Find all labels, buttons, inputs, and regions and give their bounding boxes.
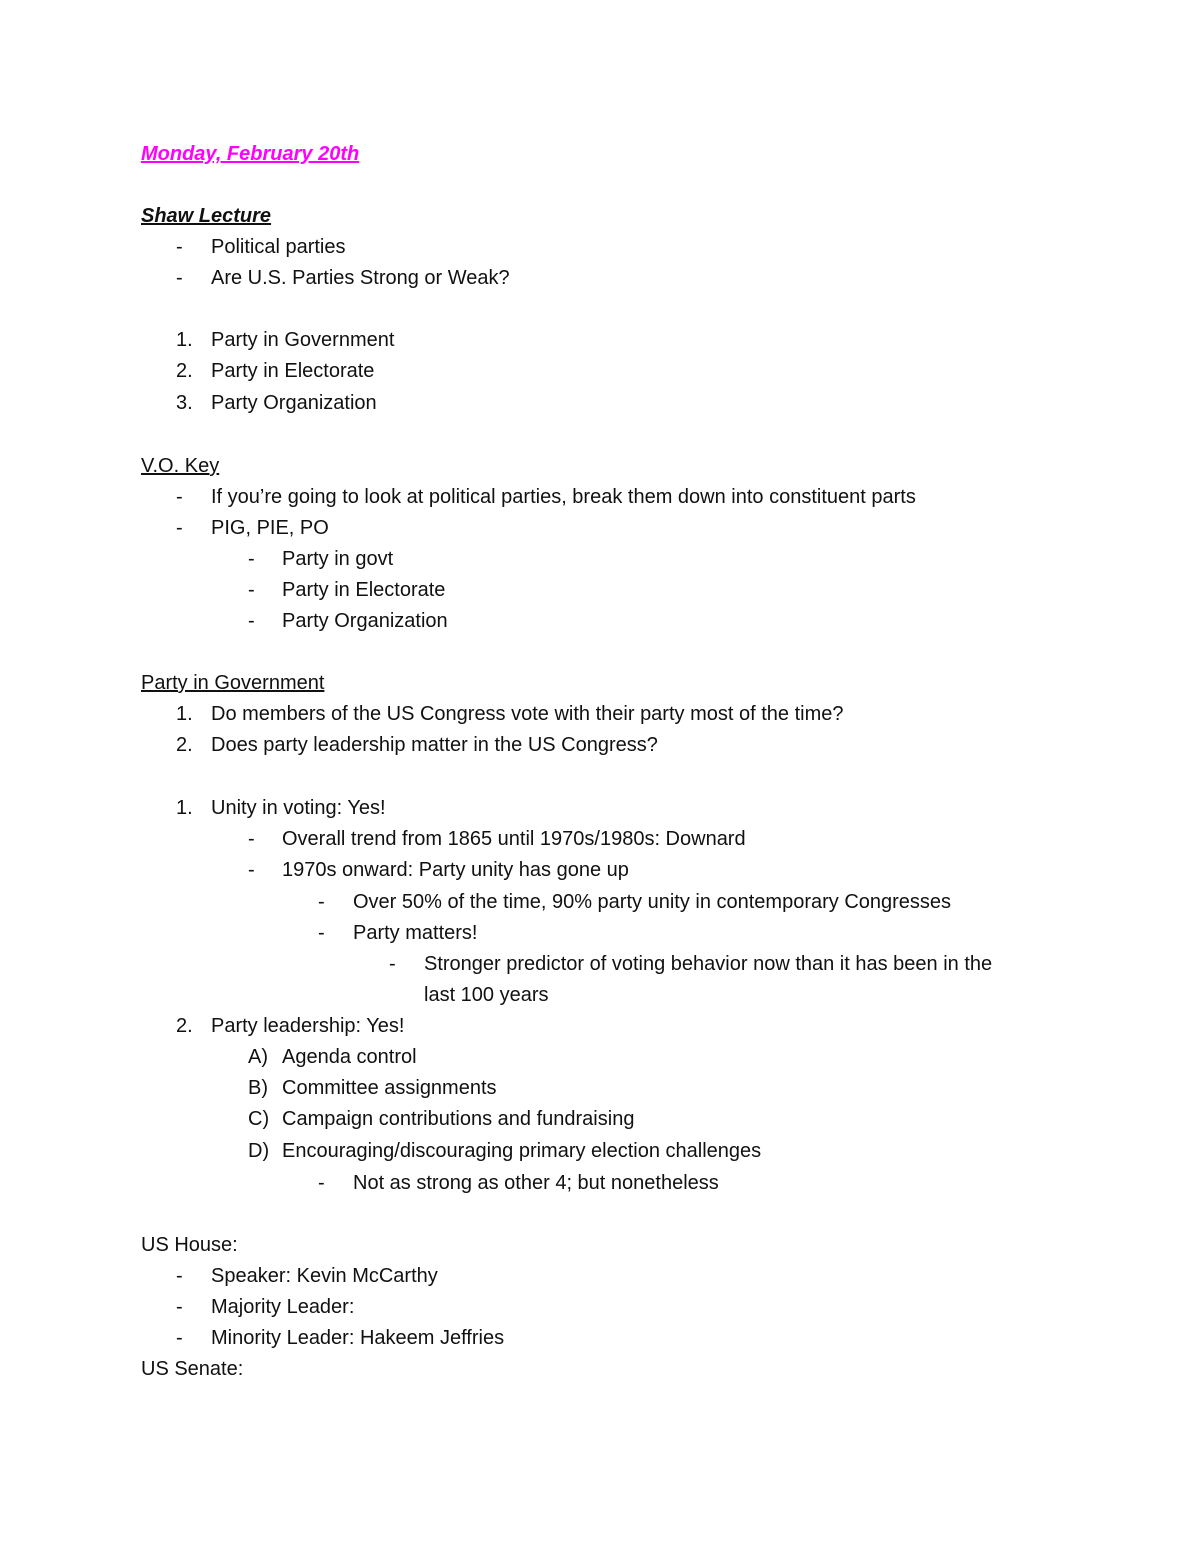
bullet-dash: - — [318, 891, 325, 913]
bullet-dash: - — [248, 548, 255, 570]
us-house-heading: US House: — [141, 1234, 238, 1256]
list-letter: B) — [248, 1077, 268, 1099]
bullet-text: PIG, PIE, PO — [211, 517, 329, 539]
bullet-dash: - — [318, 922, 325, 944]
bullet-text: Stronger predictor of voting behavior now than it has been in the — [424, 953, 993, 975]
list-number: 1. — [176, 797, 193, 819]
shaw-lecture-heading: Shaw Lecture — [141, 205, 272, 227]
list-number: 1. — [176, 329, 193, 351]
list-text: Party in Government — [211, 329, 395, 351]
bullet-dash: - — [176, 517, 183, 539]
bullet-text: Minority Leader: Hakeem Jeffries — [211, 1327, 505, 1349]
list-text: Unity in voting: Yes! — [211, 797, 386, 819]
list-text: Committee assignments — [282, 1077, 497, 1099]
bullet-text: Are U.S. Parties Strong or Weak? — [211, 267, 510, 289]
list-letter: D) — [248, 1140, 270, 1162]
bullet-text: Party in govt — [282, 548, 394, 570]
us-senate-heading: US Senate: — [141, 1358, 244, 1380]
list-text: Party in Electorate — [211, 360, 375, 382]
bullet-text: Party in Electorate — [282, 579, 446, 601]
bullet-dash: - — [248, 828, 255, 850]
bullet-dash: - — [176, 1327, 183, 1349]
bullet-text: last 100 years — [424, 984, 549, 1006]
list-text: Party Organization — [211, 392, 377, 414]
list-number: 1. — [176, 703, 193, 725]
bullet-text: Overall trend from 1865 until 1970s/1980s: Downard — [282, 828, 746, 850]
bullet-dash: - — [176, 1296, 183, 1318]
bullet-text: Speaker: Kevin McCarthy — [211, 1265, 438, 1287]
pig-heading: Party in Government — [141, 672, 325, 694]
bullet-dash: - — [248, 610, 255, 632]
list-text: Encouraging/discouraging primary election challenges — [282, 1140, 762, 1162]
list-letter: C) — [248, 1108, 270, 1130]
bullet-text: Over 50% of the time, 90% party unity in contemporary Congresses — [353, 891, 952, 913]
list-number: 2. — [176, 360, 193, 382]
list-text: Party leadership: Yes! — [211, 1015, 405, 1037]
list-text: Does party leadership matter in the US Congress? — [211, 734, 658, 756]
list-text: Agenda control — [282, 1046, 417, 1068]
list-letter: A) — [248, 1046, 268, 1068]
list-number: 2. — [176, 1015, 193, 1037]
list-number: 2. — [176, 734, 193, 756]
bullet-dash: - — [176, 486, 183, 508]
bullet-dash: - — [176, 236, 183, 258]
bullet-text: Party Organization — [282, 610, 448, 632]
list-text: Campaign contributions and fundraising — [282, 1108, 635, 1130]
bullet-text: Not as strong as other 4; but nonetheless — [353, 1172, 719, 1194]
bullet-dash: - — [318, 1172, 325, 1194]
vokey-heading: V.O. Key — [141, 455, 220, 477]
bullet-dash: - — [248, 859, 255, 881]
list-number: 3. — [176, 392, 193, 414]
bullet-dash: - — [176, 1265, 183, 1287]
bullet-text: 1970s onward: Party unity has gone up — [282, 859, 629, 881]
bullet-text: Majority Leader: — [211, 1296, 355, 1318]
bullet-text: Party matters! — [353, 922, 478, 944]
bullet-text: If you’re going to look at political parties, break them down into constituent parts — [211, 486, 916, 508]
bullet-dash: - — [248, 579, 255, 601]
bullet-dash: - — [389, 953, 396, 975]
list-text: Do members of the US Congress vote with their party most of the time? — [211, 703, 844, 725]
bullet-dash: - — [176, 267, 183, 289]
date-title: Monday, February 20th — [141, 143, 360, 165]
bullet-text: Political parties — [211, 236, 346, 258]
